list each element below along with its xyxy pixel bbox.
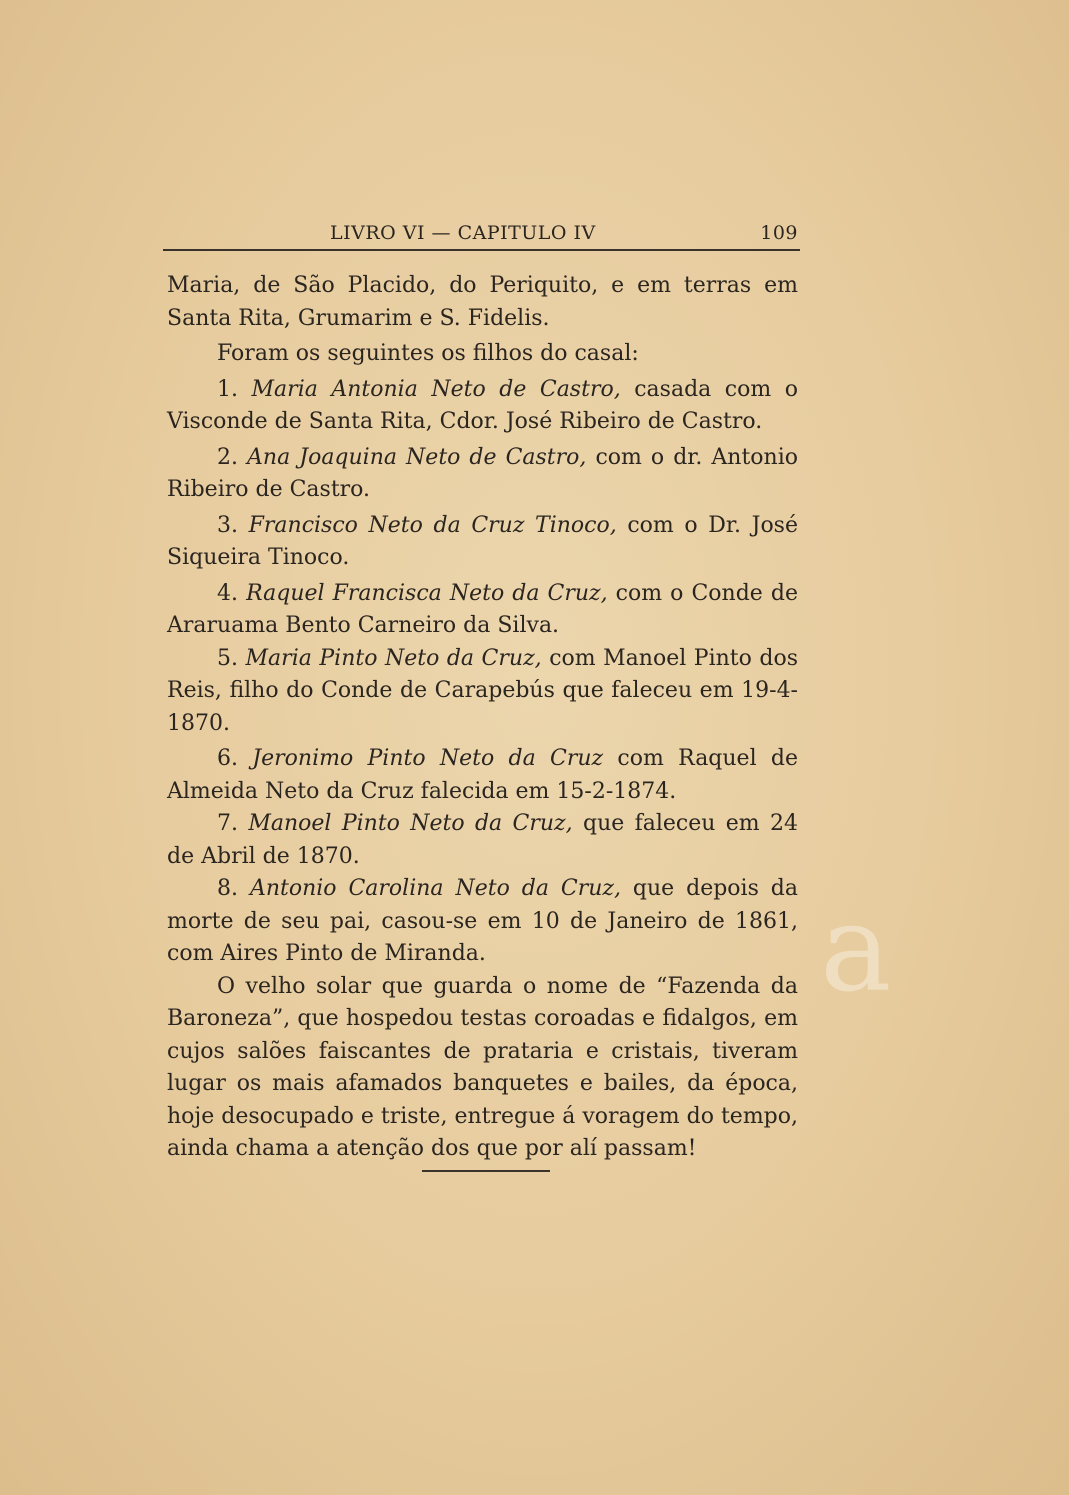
list-item xyxy=(167,808,798,873)
list-item xyxy=(167,743,798,808)
list-item xyxy=(167,374,798,439)
item-text: que faleceu em 24 de Abril de 1870. xyxy=(167,811,799,869)
closing-rule xyxy=(422,1170,550,1172)
item-text: casada com o Visconde de Santa Rita, Cdor. José Ribeiro de Castro. xyxy=(167,376,798,434)
item-name: Ana Joaquina Neto de Castro, xyxy=(247,444,587,470)
list-item xyxy=(167,442,798,507)
item-text: com o Conde de Araruama Bento Carneiro da Silva. xyxy=(167,580,798,638)
item-number: 7. xyxy=(217,811,238,836)
item-name: Manoel Pinto Neto da Cruz, xyxy=(248,811,573,836)
paragraph: Foram os seguintes os filhos do casal: xyxy=(217,341,639,366)
item-number: 4. xyxy=(217,580,238,606)
header-rule xyxy=(163,249,800,251)
item-number: 1. xyxy=(217,376,238,402)
running-header xyxy=(165,222,798,250)
paragraph: Maria, de São Placido, do Periquito, e em terras em Santa Rita, Grumarim e S. Fidelis. xyxy=(167,273,798,331)
page-number: 109 xyxy=(760,222,798,244)
item-name: Maria Pinto Neto da Cruz, xyxy=(245,645,542,671)
list-item xyxy=(167,643,798,741)
item-text: com Manoel Pinto dos Reis, filho do Conde de Carapebús que faleceu em 19-4-1870. xyxy=(167,645,799,736)
item-text: com o dr. Antonio Ribeiro de Castro. xyxy=(167,444,798,502)
running-title: LIVRO VI — CAPITULO IV xyxy=(330,222,596,244)
paragraph: O velho solar que guarda o nome de “Fazenda da Baroneza”, que hospedou testas coroadas e fidalgos, em cujos salões faiscantes de prataria e cristais, tiveram lugar os mais afamados banquetes e bailes, da época, hoje desocupado e triste, entregue á voragem do tempo, ainda chama a atenção dos que por alí passam! xyxy=(167,973,799,1161)
item-number: 3. xyxy=(217,512,238,538)
item-number: 2. xyxy=(217,444,238,470)
item-name: Raquel Francisca Neto da Cruz, xyxy=(246,580,608,606)
item-name: Maria Antonia Neto de Castro, xyxy=(251,376,621,402)
body-text xyxy=(167,270,798,1166)
item-name: Jeronimo Pinto Neto da Cruz xyxy=(252,746,604,771)
list-item xyxy=(167,578,798,643)
item-text: que depois da morte de seu pai, casou-se em 10 de Janeiro de 1861, com Aires Pinto de Miranda. xyxy=(167,876,799,966)
item-number: 5. xyxy=(217,645,238,671)
watermark: a xyxy=(820,880,892,1019)
item-text: com Raquel de Almeida Neto da Cruz falecida em 15-2-1874. xyxy=(167,746,798,804)
item-number: 6. xyxy=(217,746,238,771)
list-item xyxy=(167,510,798,575)
item-number: 8. xyxy=(217,876,238,901)
item-name: Antonio Carolina Neto da Cruz, xyxy=(249,876,621,901)
item-text: com o Dr. José Siqueira Tinoco. xyxy=(167,512,798,570)
item-name: Francisco Neto da Cruz Tinoco, xyxy=(248,512,617,538)
list-item xyxy=(167,873,798,971)
